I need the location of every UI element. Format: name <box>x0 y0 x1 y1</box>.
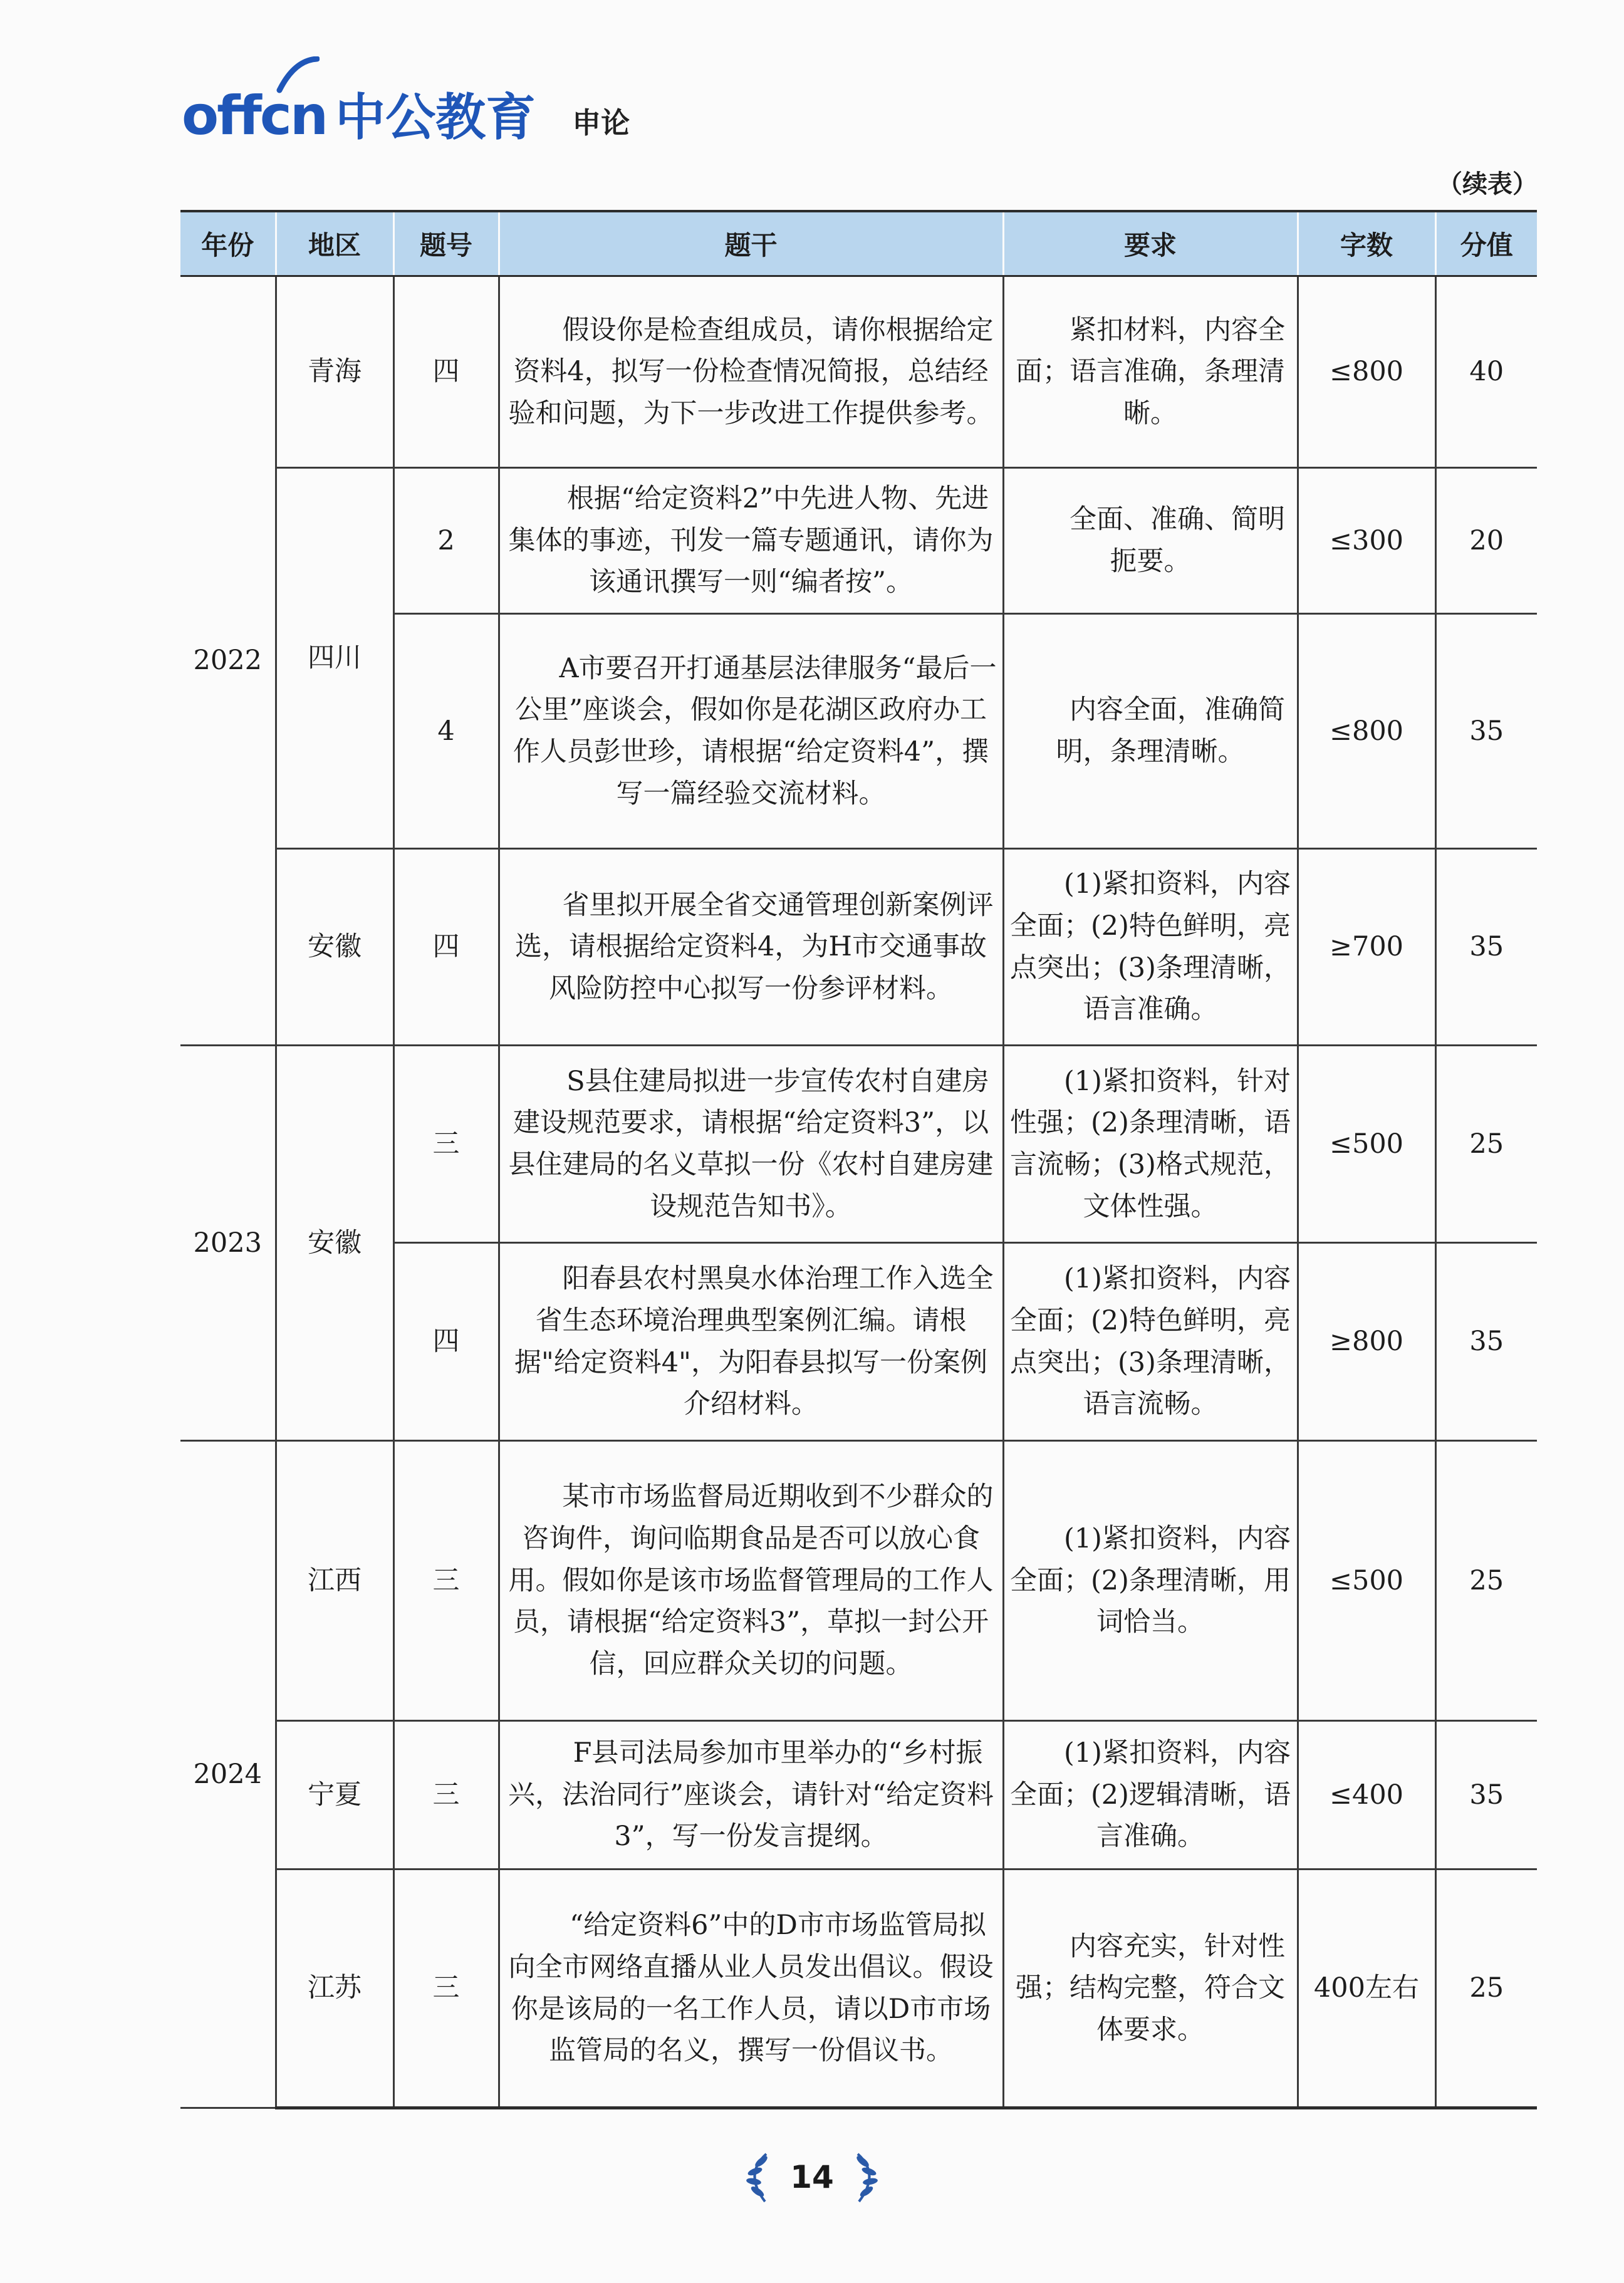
req-cell <box>1003 1046 1298 1243</box>
num-cell: 四 <box>393 1243 499 1441</box>
score-cell: 25 <box>1435 1870 1537 2108</box>
stem-text: S县住建局拟进一步宣传农村自建房建设规范要求，请根据“给定资料3”，以县住建局的名义草拟一份《农村自建房建设规范告知书》。 <box>508 1065 994 1222</box>
logo-cn-text: 中公教育 <box>335 88 536 147</box>
req-text: (1)紧扣资料，针对性强；(2)条理清晰，语言流畅；(3)格式规范，文体性强。 <box>1010 1065 1291 1222</box>
req-text: 全面、准确、简明扼要。 <box>1070 504 1285 577</box>
num-cell: 四 <box>393 849 499 1046</box>
year-cell: 2023 <box>180 1046 276 1441</box>
page-number: 14 <box>790 2159 834 2195</box>
year-cell: 2022 <box>180 276 276 1046</box>
num-cell: 4 <box>393 614 499 849</box>
region-cell: 宁夏 <box>276 1721 393 1870</box>
table-row <box>180 1870 1537 2108</box>
req-cell <box>1003 1870 1298 2108</box>
req-text: (1)紧扣资料，内容全面；(2)特色鲜明，亮点突出；(3)条理清晰，语言准确。 <box>1010 868 1291 1026</box>
col-header-num: 题号 <box>393 211 499 276</box>
req-cell <box>1003 1721 1298 1870</box>
page-header <box>182 74 630 147</box>
req-text: (1)紧扣资料，内容全面；(2)特色鲜明，亮点突出；(3)条理清晰，语言流畅。 <box>1010 1263 1291 1420</box>
words-cell: ≥700 <box>1298 849 1435 1046</box>
score-cell: 35 <box>1435 614 1537 849</box>
col-header-region: 地区 <box>276 211 393 276</box>
stem-text: F县司法局参加市里举办的“乡村振兴，法治同行”座谈会，请针对“给定资料3”，写一份发言提纲。 <box>508 1737 994 1853</box>
words-cell: ≤300 <box>1298 468 1435 614</box>
stem-text: 省里拟开展全省交通管理创新案例评选，请根据给定资料4，为H市交通事故风险防控中心拟写一份参评材料。 <box>515 889 994 1004</box>
stem-text: 假设你是检查组成员，请你根据给定资料4，拟写一份检查情况简报，总结经验和问题，为下一步改进工作提供参考。 <box>508 314 994 429</box>
col-header-req: 要求 <box>1003 211 1298 276</box>
score-cell: 35 <box>1435 849 1537 1046</box>
stem-text: A市要召开打通基层法律服务“最后一公里”座谈会，假如你是花湖区政府办工作人员彭世珍，请根据“给定资料4”，撰写一篇经验交流材料。 <box>513 652 997 809</box>
req-cell <box>1003 1441 1298 1721</box>
num-cell: 三 <box>393 1441 499 1721</box>
table-row <box>180 276 1537 468</box>
req-text: (1)紧扣资料，内容全面；(2)逻辑清晰，语言准确。 <box>1010 1737 1291 1853</box>
stem-text: 阳春县农村黑臭水体治理工作入选全省生态环境治理典型案例汇编。请根据"给定资料4"，为阳春县拟写一份案例介绍材料。 <box>514 1263 994 1420</box>
table-row <box>180 1046 1537 1243</box>
score-cell: 20 <box>1435 468 1537 614</box>
logo-latin-text: offcn <box>182 85 327 147</box>
col-header-score: 分值 <box>1435 211 1537 276</box>
score-cell: 35 <box>1435 1243 1537 1441</box>
words-cell: ≤800 <box>1298 614 1435 849</box>
req-cell <box>1003 849 1298 1046</box>
stem-cell <box>499 468 1003 614</box>
req-text: 内容全面，准确简明，条理清晰。 <box>1056 694 1285 767</box>
req-cell <box>1003 614 1298 849</box>
score-cell: 25 <box>1435 1441 1537 1721</box>
stem-cell <box>499 614 1003 849</box>
num-cell: 四 <box>393 276 499 468</box>
num-cell: 三 <box>393 1870 499 2108</box>
offcn-logo <box>182 85 327 147</box>
year-cell: 2024 <box>180 1441 276 2108</box>
region-cell: 安徽 <box>276 849 393 1046</box>
req-text: 紧扣材料，内容全面；语言准确，条理清晰。 <box>1016 314 1285 429</box>
words-cell: ≤500 <box>1298 1441 1435 1721</box>
table-header-row <box>180 211 1537 276</box>
num-cell: 2 <box>393 468 499 614</box>
col-header-words: 字数 <box>1298 211 1435 276</box>
num-cell: 三 <box>393 1046 499 1243</box>
stem-text: 根据“给定资料2”中先进人物、先进集体的事迹，刊发一篇专题通讯，请你为该通讯撰写一则“编者按”。 <box>508 483 994 598</box>
req-cell <box>1003 468 1298 614</box>
words-cell: ≤400 <box>1298 1721 1435 1870</box>
col-header-stem: 题干 <box>499 211 1003 276</box>
region-cell: 青海 <box>276 276 393 468</box>
score-cell: 25 <box>1435 1046 1537 1243</box>
words-cell: 400左右 <box>1298 1870 1435 2108</box>
page-footer <box>0 2149 1624 2205</box>
laurel-left-icon <box>736 2149 774 2205</box>
table-row <box>180 849 1537 1046</box>
req-text: (1)紧扣资料，内容全面；(2)条理清晰，用词恰当。 <box>1010 1523 1291 1638</box>
continued-label: （续表） <box>1437 170 1538 199</box>
stem-cell <box>499 849 1003 1046</box>
req-cell <box>1003 1243 1298 1441</box>
words-cell: ≤500 <box>1298 1046 1435 1243</box>
table-row <box>180 468 1537 614</box>
stem-cell <box>499 276 1003 468</box>
region-cell: 江苏 <box>276 1870 393 2108</box>
words-cell: ≤800 <box>1298 276 1435 468</box>
num-cell: 三 <box>393 1721 499 1870</box>
laurel-right-icon <box>850 2149 888 2205</box>
stem-cell <box>499 1243 1003 1441</box>
exam-table <box>180 210 1537 2109</box>
score-cell: 40 <box>1435 276 1537 468</box>
logo-arc-icon <box>276 56 320 94</box>
score-cell: 35 <box>1435 1721 1537 1870</box>
req-cell <box>1003 276 1298 468</box>
region-cell: 安徽 <box>276 1046 393 1441</box>
subject-title: 申论 <box>572 106 630 140</box>
stem-cell <box>499 1046 1003 1243</box>
req-text: 内容充实，针对性强；结构完整，符合文体要求。 <box>1016 1930 1285 2046</box>
stem-text: 某市市场监督局近期收到不少群众的咨询件，询问临期食品是否可以放心食用。假如你是该市场监督管理局的工作人员，请根据“给定资料3”，草拟一封公开信，回应群众关切的问题。 <box>508 1481 994 1680</box>
stem-cell <box>499 1870 1003 2108</box>
stem-text: “给定资料6”中的D市市场监管局拟向全市网络直播从业人员发出倡议。假设你是该局的一名工作人员，请以D市市场监管局的名义，撰写一份倡议书。 <box>508 1910 994 2067</box>
col-header-year: 年份 <box>180 211 276 276</box>
table-row <box>180 1441 1537 1721</box>
stem-cell <box>499 1721 1003 1870</box>
region-cell: 江西 <box>276 1441 393 1721</box>
stem-cell <box>499 1441 1003 1721</box>
words-cell: ≥800 <box>1298 1243 1435 1441</box>
table-row <box>180 1721 1537 1870</box>
region-cell: 四川 <box>276 468 393 849</box>
